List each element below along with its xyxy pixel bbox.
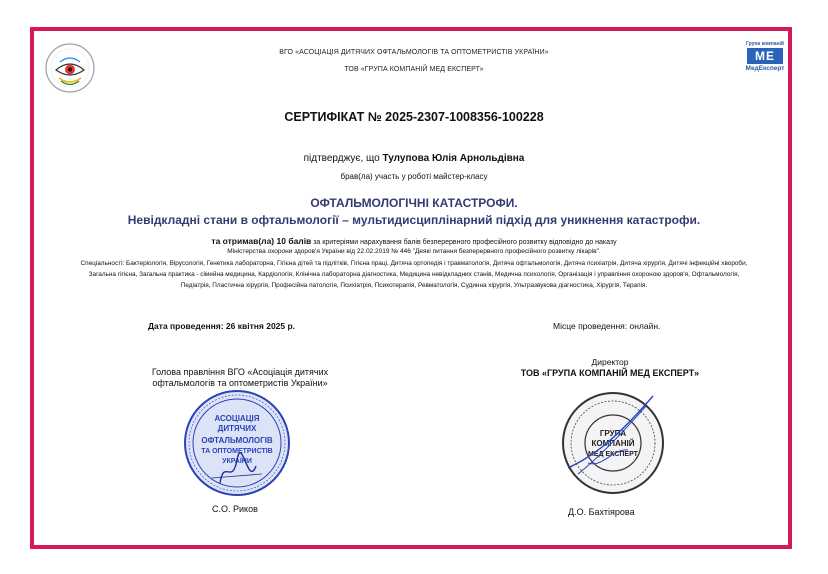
left-signatory-title — [130, 367, 350, 389]
left-stamp-line-5: УКРАЇНИ — [222, 458, 252, 465]
specialties-list: Спеціальності: Бактеріологія, Вірусологія, Генетика лабораторна, Гігієна дітей та підлітків, Гігієна праці, Дитяча ортопедія і травматологія, Дитяча офтальмологія, Дитяча психіатрія, Дитяча хірургія, Дитячі інфекційні хвороби, Загальна гігієна, Загальна практика - сімейна медицина, Кардіологія, Клінічна лабораторна діагностика, Медицина невідкладних станів, Медична психологія, Організація і управління охороною здоров'я, Офтальмологія, Педіатрія, Пластична хірургія, Професійна патологія, Психіатрія, Психотерапія, Ревматологія, Судинна хірургія, Ультразвукова діагностика, Хірургія, Терапія. — [80, 260, 748, 290]
left-stamp-line-2: ДИТЯЧИХ — [217, 424, 257, 433]
association-stamp-icon — [182, 388, 292, 498]
right-stamp-line-2: КОМПАНІЙ — [591, 439, 635, 448]
recipient-name: Тулупова Юлія Арнольдівна — [382, 153, 525, 164]
left-stamp-line-3: ОФТАЛЬМОЛОГІВ — [201, 436, 273, 445]
credits-rest: за критеріями нарахування балів безперервного професійного розвитку відповідно до наказу — [311, 239, 617, 246]
credits-line — [0, 236, 828, 246]
event-place: Місце проведення: онлайн. — [553, 321, 661, 331]
certificate-title: СЕРТИФІКАТ № 2025-2307-1008356-100228 — [284, 110, 544, 124]
confirms-prefix: підтверджує, що — [303, 153, 380, 164]
ministry-order: Міністерства охорони здоров'я України від 22.02.2019 № 446 "Деякі питання безперервного професійного розвитку лікарів". — [227, 248, 601, 255]
left-stamp-line-1: АСОЦІАЦІЯ — [214, 414, 260, 423]
right-stamp-line-3: МЕД ЕКСПЕРТ — [588, 451, 638, 458]
event-date: Дата проведення: 26 квітня 2025 р. — [148, 321, 296, 331]
right-title-line-1: Директор — [591, 357, 629, 367]
credits-bold: та отримав(ла) 10 балів — [211, 236, 312, 246]
course-title-line-1: ОФТАЛЬМОЛОГІЧНІ КАТАСТРОФИ. — [310, 196, 518, 210]
logo-caption: Група компаній — [745, 41, 784, 47]
logo-brand: МедЕксперт — [745, 65, 785, 72]
confirmation-line — [0, 153, 828, 164]
participation-line: брав(ла) участь у роботі майстер-класу — [340, 172, 488, 181]
right-signatory-name: Д.О. Бахтіярова — [568, 507, 635, 517]
logo-mark: МЕ — [747, 48, 783, 64]
left-title-line-1: Голова правління ВГО «Асоціація дитячих — [151, 367, 329, 377]
org-line-2: ТОВ «ГРУПА КОМПАНІЙ МЕД ЕКСПЕРТ» — [344, 66, 484, 73]
left-stamp-line-4: ТА ОПТОМЕТРИСТІВ — [201, 448, 273, 455]
course-title-line-2: Невідкладні стани в офтальмології – мультидисциплінарний підхід для уникнення катастрофи. — [127, 213, 701, 227]
left-title-line-2: офтальмологів та оптометристів України» — [152, 378, 328, 388]
right-title-line-2: ТОВ «ГРУПА КОМПАНІЙ МЕД ЕКСПЕРТ» — [520, 368, 700, 378]
right-stamp-line-1: ГРУПА — [599, 429, 627, 438]
medexpert-stamp-icon — [558, 388, 668, 498]
org-line-1: ВГО «АСОЦІАЦІЯ ДИТЯЧИХ ОФТАЛЬМОЛОГІВ ТА ОПТОМЕТРИСТІВ УКРАЇНИ» — [279, 49, 549, 56]
left-signatory-name: С.О. Риков — [212, 504, 258, 514]
right-signatory-title — [490, 357, 730, 379]
